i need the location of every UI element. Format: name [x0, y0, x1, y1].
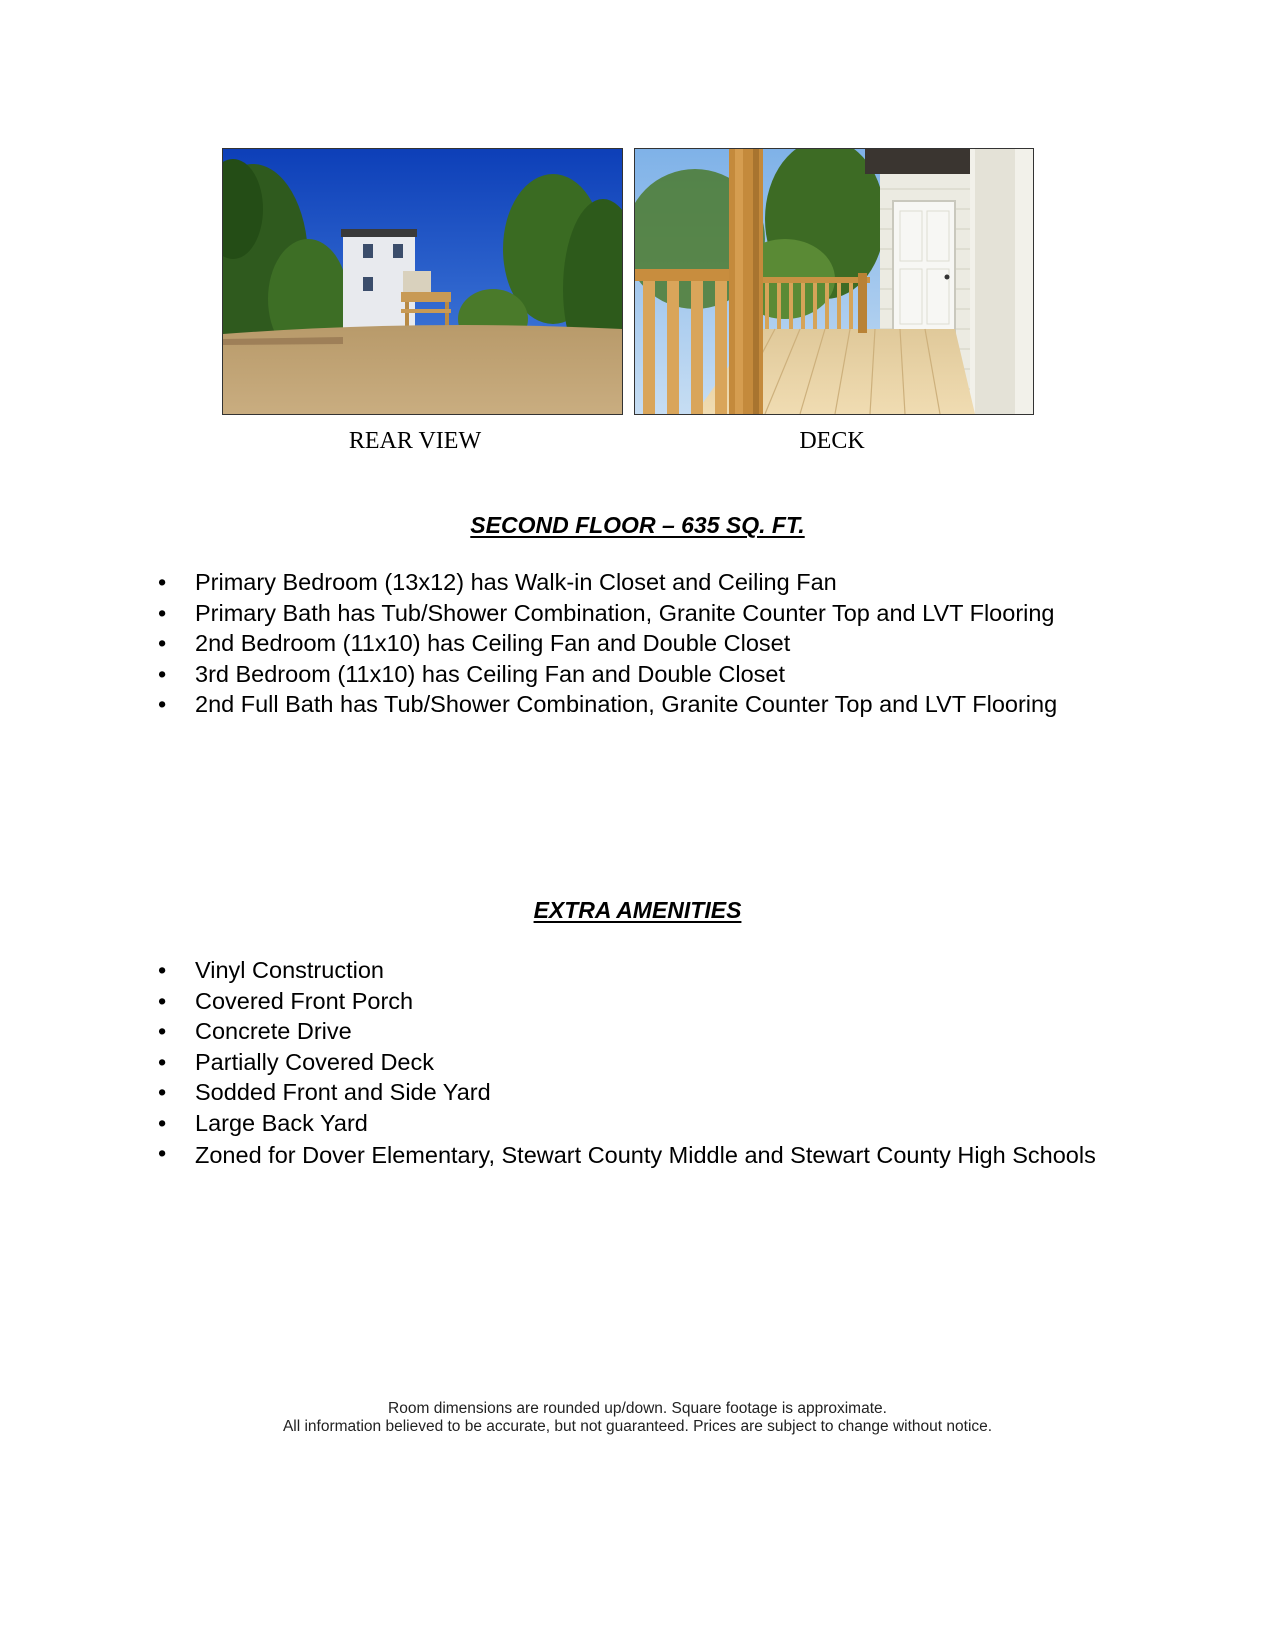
list-item: • 2nd Full Bath has Tub/Shower Combination, Granite Counter Top and LVT Flooring [150, 689, 1130, 720]
list-item: • Primary Bath has Tub/Shower Combination, Granite Counter Top and LVT Flooring [150, 598, 1130, 629]
rear-view-photo [222, 148, 623, 415]
second-floor-heading: SECOND FLOOR – 635 SQ. FT. [470, 512, 805, 538]
deck-photo [634, 148, 1034, 415]
list-item: • Large Back Yard [150, 1108, 1130, 1139]
deck-caption: DECK [799, 428, 865, 454]
disclaimer-line-2: All information believed to be accurate, but not guaranteed. Prices are subject to change without notice. [282, 1418, 993, 1435]
disclaimer-line-1: Room dimensions are rounded up/down. Square footage is approximate. [388, 1400, 887, 1417]
list-item: • Partially Covered Deck [150, 1047, 1130, 1078]
list-item: • Sodded Front and Side Yard [150, 1077, 1130, 1108]
second-floor-list [150, 567, 1130, 720]
rear-view-caption: REAR VIEW [348, 428, 482, 454]
rear-view-image [223, 149, 622, 414]
list-item: • Zoned for Dover Elementary, Stewart County Middle and Stewart County High Schools [150, 1139, 1130, 1169]
list-item: • Primary Bedroom (13x12) has Walk-in Closet and Ceiling Fan [150, 567, 1130, 598]
deck-image [635, 149, 1033, 414]
list-item: • Vinyl Construction [150, 955, 1130, 986]
extra-amenities-heading: EXTRA AMENITIES [533, 897, 742, 923]
list-item: • Covered Front Porch [150, 986, 1130, 1017]
list-item: • 3rd Bedroom (11x10) has Ceiling Fan and Double Closet [150, 659, 1130, 690]
list-item: • 2nd Bedroom (11x10) has Ceiling Fan and Double Closet [150, 628, 1130, 659]
extra-amenities-list [150, 955, 1130, 1169]
list-item: • Concrete Drive [150, 1016, 1130, 1047]
